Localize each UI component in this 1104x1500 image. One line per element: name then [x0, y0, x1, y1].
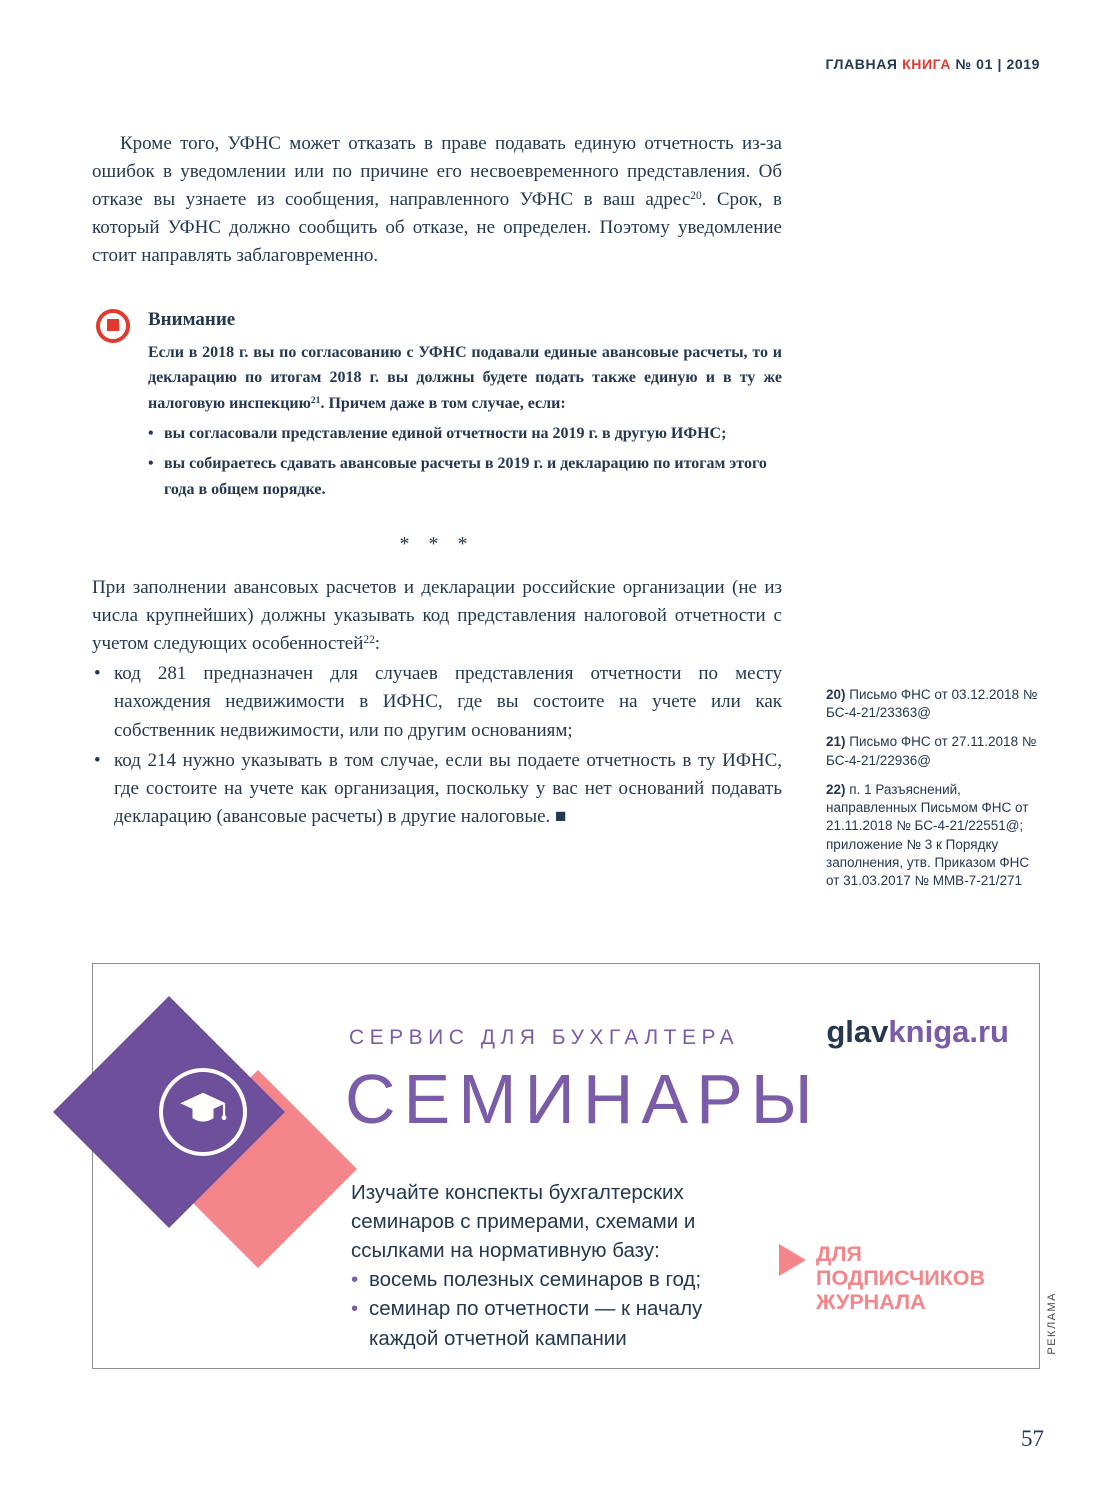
attention-text-b: . Причем даже в том случае, если:: [320, 395, 566, 413]
attention-title: Внимание: [148, 308, 236, 330]
subscribers-line-3: ЖУРНАЛА: [816, 1290, 926, 1315]
attention-text: [148, 340, 782, 418]
footnote-21-number: 21): [826, 734, 846, 750]
ad-title: СЕМИНАРЫ: [345, 1060, 821, 1138]
attention-text-a: Если в 2018 г. вы по согласованию с УФНС подавали единые авансовые расчеты, то и декларацию по итогам 2018 г. вы должны будете подать также единую и в ту же налоговую инспекцию: [148, 343, 782, 413]
page-header: [825, 56, 1040, 72]
footnote-20: [826, 686, 1042, 722]
ad-kicker: СЕРВИС ДЛЯ БУХГАЛТЕРА: [349, 1026, 740, 1049]
subscribers-line-1: ДЛЯ: [816, 1242, 862, 1266]
footnote-20-text: Письмо ФНС от 03.12.2018 № БС-4-21/23363@: [826, 687, 1038, 721]
page-number: 57: [1021, 1426, 1044, 1451]
codes-text-b: :: [374, 633, 381, 655]
subscribers-text: [816, 1242, 985, 1314]
footnote-ref-22: 22: [363, 633, 375, 646]
code-214-bullet: • код 214 нужно указывать в том случае, если вы подаете отчетность в ту ИФНС, где состоите на учете как организация, поскольку у вас нет оснований подавать декларацию (авансовые расчеты) в другие налоговые. ■: [92, 747, 782, 831]
article-body: [92, 130, 782, 831]
subscribers-line-2: ПОДПИСЧИКОВ: [816, 1266, 986, 1291]
intro-text-b: . Срок, в который УФНС должно сообщить об отказе, не определен. Поэтому уведомление стоит направлять заблаговременно.: [92, 189, 782, 267]
ad-bullet-2: • семинар по отчетности — к началу каждой отчетной кампании: [351, 1294, 771, 1352]
seminars-ad: [92, 963, 1040, 1369]
site-url-part2: kniga.ru: [888, 1014, 1009, 1049]
attention-block: [92, 309, 782, 503]
codes-paragraph: [92, 574, 782, 658]
footnote-22: [826, 781, 1042, 890]
footnote-ref-20: 20: [690, 189, 702, 202]
advertisement-label: РЕКЛАМА: [1046, 1292, 1058, 1355]
site-url-part1: glav: [826, 1014, 889, 1049]
intro-paragraph: [92, 130, 782, 271]
subscribers-badge: [779, 1242, 985, 1314]
footnote-21-text: Письмо ФНС от 27.11.2018 № БС-4-21/22936@: [826, 734, 1037, 768]
footnote-22-number: 22): [826, 781, 846, 797]
graduation-cap-icon: [159, 1068, 247, 1156]
codes-text-a: При заполнении авансовых расчетов и декларации российские организации (не из числа крупнейших) должны указывать код представления налоговой отчетности с учетом следующих особенностей: [92, 576, 782, 655]
graduation-cap-glyph: [175, 1084, 231, 1140]
issue-number: № 01 | 2019: [955, 56, 1040, 72]
ad-description: [351, 1178, 771, 1353]
attention-bullet-2: • вы собираетесь сдавать авансовые расчеты в 2019 г. и декларацию по итогам этого года в общем порядке.: [148, 451, 782, 503]
intro-text-a: Кроме того, УФНС может отказать в праве подавать единую отчетность из-за ошибок в уведомлении или по причине его несвоевременного представления. Об отказе вы узнаете из сообщения, направленного УФНС в ваш адрес: [92, 133, 782, 211]
brand-kniga: КНИГА: [902, 56, 951, 72]
brand-glavnaya: ГЛАВНАЯ: [825, 56, 898, 72]
ad-description-text: Изучайте конспекты бухгалтерских семинаров с примерами, схемами и ссылками на нормативную базу:: [351, 1181, 696, 1263]
ad-site-url: [826, 1014, 1009, 1050]
footnote-20-number: 20): [826, 687, 846, 702]
section-separator: * * *: [399, 532, 475, 555]
footnote-ref-21: 21: [310, 395, 321, 407]
footnote-22-text: п. 1 Разъяснений, направленных Письмом ФНС от 21.11.2018 № БС-4-21/22551@; приложение № 3 к Порядку заполнения, утв. Приказом ФНС от 31.03.2017 № ММВ-7-21/271: [826, 781, 1030, 888]
attention-bullet-1: • вы согласовали представление единой отчетности на 2019 г. в другую ИФНС;: [148, 421, 782, 447]
footnote-21: [826, 733, 1042, 769]
attention-icon: [96, 309, 130, 343]
arrow-right-icon: [779, 1244, 806, 1276]
footnotes-column: [826, 686, 1042, 901]
attention-bullet-list: [148, 421, 782, 503]
code-281-bullet: • код 281 предназначен для случаев представления отчетности по месту нахождения недвижимости в ИФНС, где вы состоите на учете или как собственник недвижимости, или по другим основаниям;: [92, 660, 782, 744]
ad-bullet-1: • восемь полезных семинаров в год;: [351, 1265, 771, 1294]
